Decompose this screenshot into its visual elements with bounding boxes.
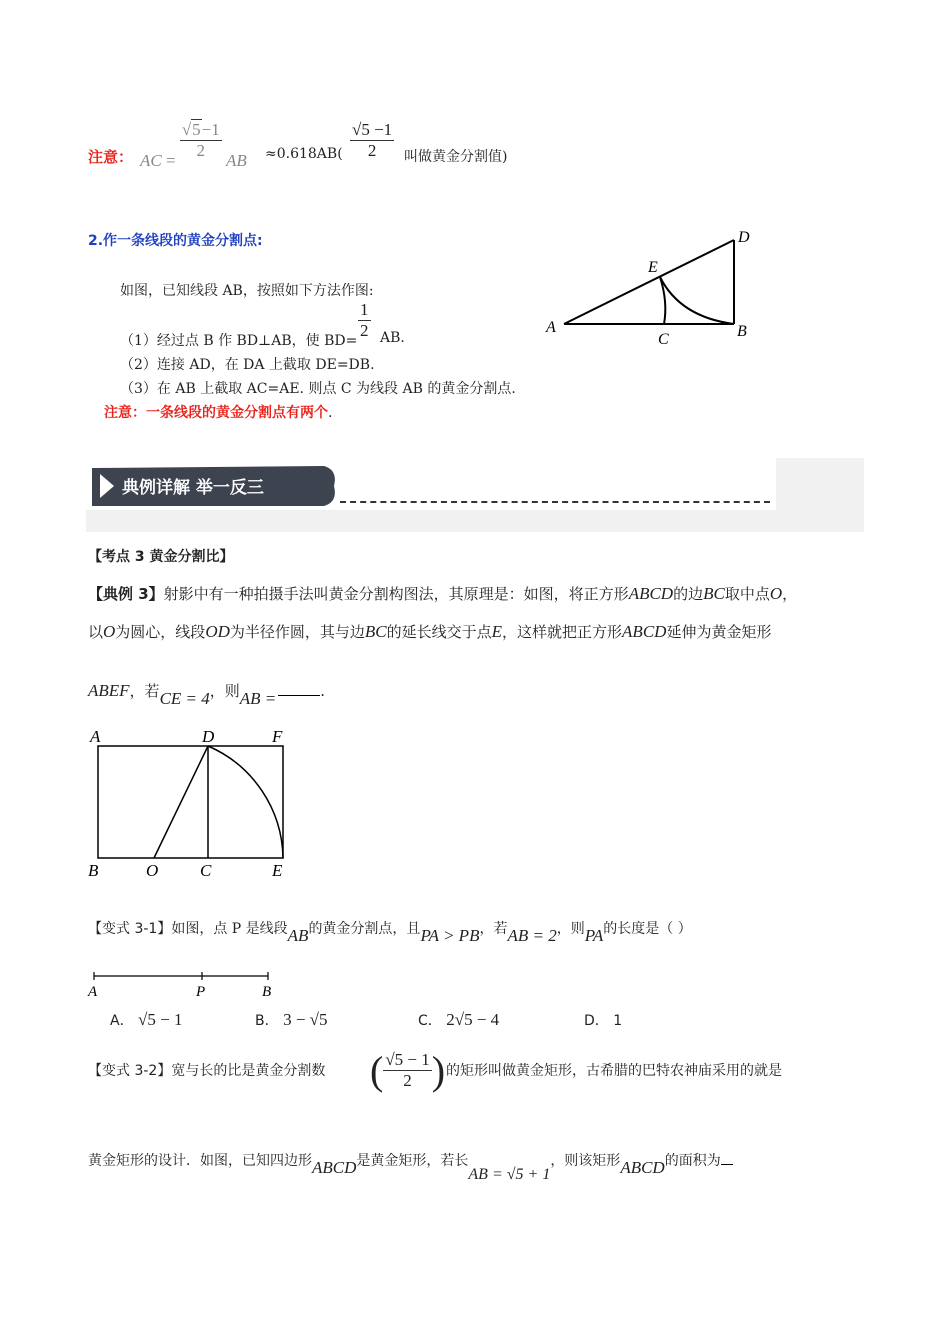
section2-note: 注意：一条线段的黄金分割点有两个. [104, 405, 333, 421]
golden-section-diagram [540, 222, 760, 352]
approx-text: ≈0.618AB( [265, 146, 343, 162]
option-b[interactable]: B． 3 − √5 [255, 1010, 328, 1029]
banner-text: 典例详解 举一反三 [122, 478, 264, 498]
option-a[interactable]: A． √5 − 1 [110, 1010, 183, 1029]
label-p: P [196, 984, 206, 1000]
segment-ad [564, 240, 734, 324]
arc-de [208, 746, 283, 858]
variant32-line1-b: 的矩形叫做黄金矩形，古希腊的巴特农神庙采用的就是 [446, 1063, 782, 1079]
kaodian-title: 【考点 3 黄金分割比】 [88, 549, 234, 565]
step2: （2）连接 AD，在 DA 上截取 DE=DB. [120, 357, 375, 373]
answer-blank [721, 1164, 733, 1165]
variant32-line1-a: 【变式 3-2】宽与长的比是黄金分割数 [88, 1063, 326, 1079]
label-a: A [88, 984, 98, 1000]
golden-ratio-fraction: ( $\frac{√5 - 1}{2}$ ) [370, 1047, 446, 1093]
label-a: A [90, 727, 101, 746]
section2-intro: 如图，已知线段 AB，按照如下方法作图: [120, 283, 374, 299]
label-d: D [202, 727, 215, 746]
golden-value-text: 叫做黄金分割值) [404, 149, 508, 165]
label-d: D [738, 229, 750, 246]
arc-db [660, 277, 734, 324]
variant32-line2: 黄金矩形的设计．如图，已知四边形ABCD是黄金矩形，若长AB = √5 + 1，则该矩形ABCD的面积为 [88, 1150, 733, 1170]
label-b: B [737, 323, 747, 340]
banner-ribbon [88, 462, 348, 510]
banner-dashed-line [340, 501, 770, 503]
label-b: B [262, 984, 272, 1000]
step1: （1）经过点 B 作 BD⊥AB，使 BD= [120, 333, 358, 349]
label-o: O [146, 861, 159, 880]
label-b: B [88, 861, 99, 880]
option-d[interactable]: D． 1 [584, 1013, 623, 1029]
label-a: A [546, 319, 556, 336]
label-c: C [658, 331, 669, 348]
label-e: E [272, 861, 283, 880]
rect-abef [98, 746, 283, 858]
answer-blank [278, 695, 320, 696]
label-c: C [200, 861, 212, 880]
step3: （3）在 AB 上截取 AC=AE. 则点 C 为线段 AB 的黄金分割点. [120, 381, 516, 397]
example3-line3: ABEF，若CE = 4，则AB = . [88, 681, 326, 708]
variant31-question: 【变式 3-1】如图，点 P 是线段AB的黄金分割点，且PA > PB，若AB = 2，则PA的长度是（ ） [88, 921, 692, 945]
segment-apb-diagram [86, 968, 286, 1002]
segment-od [154, 746, 208, 858]
ac-formula: AC = $\frac{√5-1}{2}$ AB [140, 120, 247, 171]
label-f: F [272, 727, 283, 746]
label-e: E [648, 259, 658, 276]
note-label: 注意： [88, 148, 134, 166]
option-c[interactable]: C． 2√5 − 4 [418, 1010, 500, 1029]
golden-rectangle-diagram [86, 724, 296, 884]
section2-title: 2.作一条线段的黄金分割点: [88, 233, 263, 249]
golden-fraction: $\frac{√5 -1}{2}$ [352, 120, 393, 160]
example3-line2: 以O为圆心，线段OD为半径作圆，其与边BC的延长线交于点E，这样就把正方形ABCD延伸为黄金矩形 [88, 622, 772, 641]
half-fraction: $\frac{1}{2}$ [360, 300, 369, 340]
example3-line1: 【典例 3】射影中有一种拍摄手法叫黄金分割构图法，其原理是：如图，将正方形ABCD的边BC取中点O， [88, 584, 798, 603]
step1-end: AB. [380, 330, 405, 346]
